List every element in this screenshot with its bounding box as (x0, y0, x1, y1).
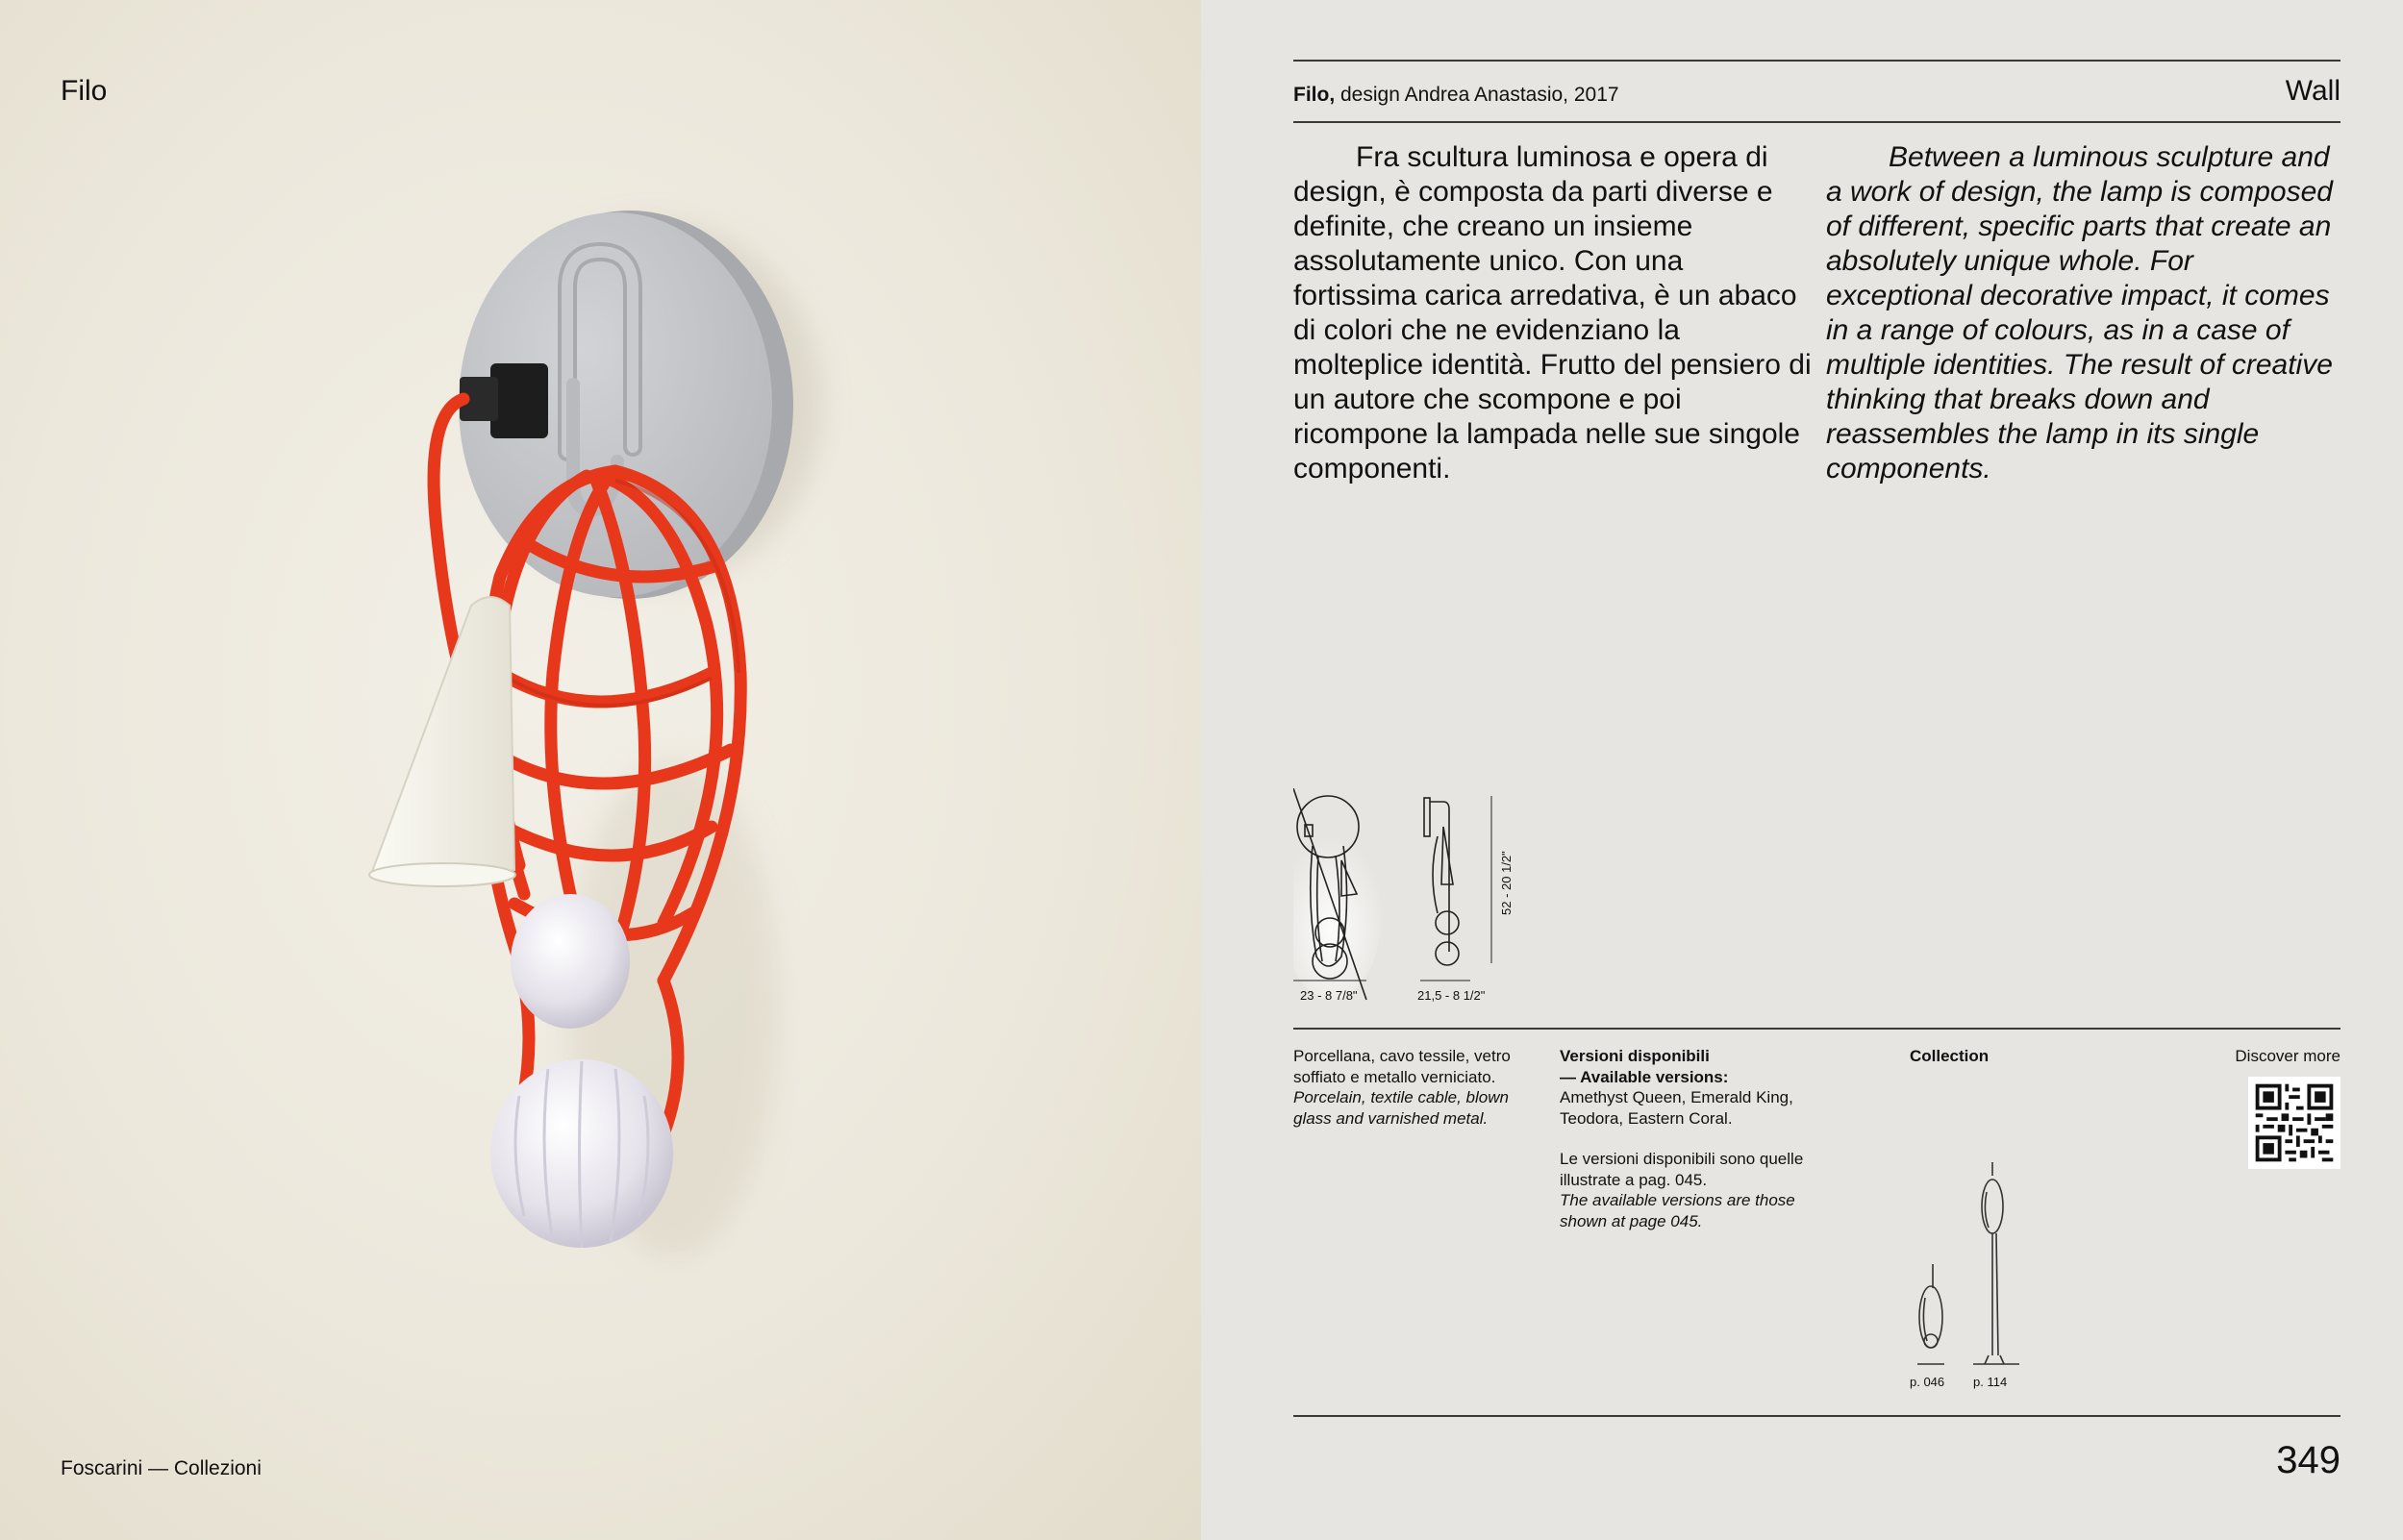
versions-note-english: The available versions are those shown at page 045. (1560, 1191, 1795, 1230)
description-english: Between a luminous sculpture and a work of design, the lamp is composed of different, specific parts that create an absolutely unique whole. For exceptional decorative impact, it comes in a range of colours, as in a case of multiple identities. The result of creative thinking that breaks down and reassembles the lamp in its single components. (1826, 141, 2333, 484)
description-italian: Fra scultura luminosa e opera di design, è composta da parti diverse e definite, che creano un insieme assolutamente unico. Con una fortissima carica arredativa, è un abaco di colori che ne evidenziano la molteplice identità. Frutto del pensiero di un autore che scompone e poi ricompone la lampada nelle sue singole componenti. (1293, 141, 1812, 484)
materials-english: Porcelain, textile cable, blown glass and varnished metal. (1293, 1088, 1509, 1128)
versions-list: Amethyst Queen, Emerald King, Teodora, Eastern Coral. (1560, 1088, 1793, 1128)
qr-code[interactable] (2248, 1077, 2340, 1169)
header-rule (1293, 121, 2340, 123)
page-number: 349 (2276, 1439, 2340, 1481)
product-info-page (1201, 0, 2403, 1540)
footer-rule (1293, 1415, 2340, 1417)
versions-title-english: — Available versions: (1560, 1067, 1729, 1086)
dimension-height: 52 - 20 1/2" (1499, 851, 1514, 915)
materials-block (1293, 1046, 1543, 1129)
versions-block (1560, 1046, 1810, 1231)
versions-note-italian: Le versioni disponibili sono quelle illustrate a pag. 045. (1560, 1150, 1804, 1189)
catalog-footer: Foscarini — Collezioni (61, 1457, 262, 1479)
page-title: Filo (61, 75, 108, 107)
qr-code-icon (2248, 1077, 2340, 1169)
technical-drawings (1293, 788, 1534, 1009)
product-photo-page (0, 0, 1201, 1540)
dimension-width-front: 23 - 8 7/8" (1300, 988, 1358, 1003)
collection-item-page[interactable]: p. 046 (1910, 1375, 1945, 1389)
dimension-width-side: 21,5 - 8 1/2" (1417, 988, 1486, 1003)
discover-more-label: Discover more (2235, 1047, 2340, 1065)
category-label: Wall (2285, 75, 2340, 107)
filo-lamp-illustration (0, 0, 1201, 1540)
specs-rule (1293, 1028, 2340, 1030)
top-rule (1293, 60, 2340, 62)
product-credit: design Andrea Anastasio, 2017 (1335, 84, 1619, 106)
product-name: Filo, (1293, 84, 1336, 106)
materials-italian: Porcellana, cavo tessile, vetro soffiato e metallo verniciato. (1293, 1047, 1511, 1086)
versions-title-italian: Versioni disponibili (1560, 1047, 1710, 1065)
collection-thumbnails (1908, 1158, 2023, 1375)
collection-title: Collection (1910, 1047, 1990, 1065)
product-header (1293, 84, 1619, 107)
collection-item-page[interactable]: p. 114 (1973, 1375, 2008, 1389)
